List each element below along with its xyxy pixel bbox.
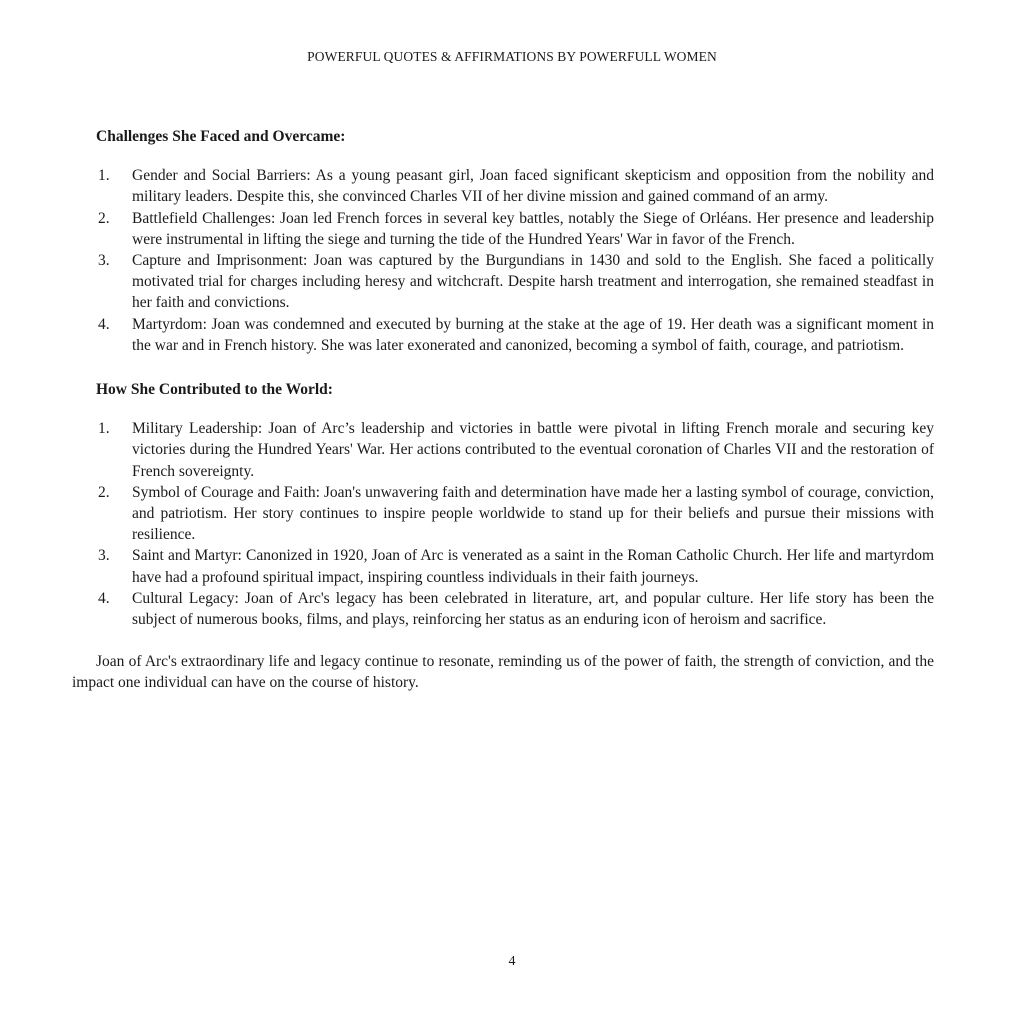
list-item-text: Gender and Social Barriers: As a young peasant girl, Joan faced significant skepticism and opposition from the nobility and military leaders. Despite this, she convinced Charles VII of her divine mission and gained command of an army. bbox=[132, 167, 934, 206]
list-number: 4. bbox=[98, 589, 110, 607]
numbered-list bbox=[72, 165, 934, 356]
section-heading: How She Contributed to the World: bbox=[96, 381, 333, 399]
list-number: 2. bbox=[98, 209, 110, 227]
running-header: POWERFUL QUOTES & AFFIRMATIONS BY POWERFULL WOMEN bbox=[307, 49, 717, 64]
list-item-text: Military Leadership: Joan of Arc’s leadership and victories in battle were pivotal in lifting French morale and securing key victories during the Hundred Years' War. Her actions contributed to the eventual coronation of Charles VII and the restoration of French sovereignty. bbox=[132, 420, 934, 480]
list-item bbox=[72, 418, 934, 482]
list-number: 1. bbox=[98, 420, 110, 438]
list-number: 2. bbox=[98, 483, 110, 501]
list-item bbox=[72, 250, 934, 314]
list-number: 3. bbox=[98, 252, 110, 270]
list-item-text: Capture and Imprisonment: Joan was captured by the Burgundians in 1430 and sold to the English. She faced a politically motivated trial for charges including heresy and witchcraft. Despite harsh treatment and interrogation, she remained steadfast in her faith and convictions. bbox=[132, 252, 934, 312]
list-number: 3. bbox=[98, 547, 110, 565]
list-item bbox=[72, 482, 934, 546]
list-item-text: Cultural Legacy: Joan of Arc's legacy has been celebrated in literature, art, and popular culture. Her life story has been the subject of numerous books, films, and plays, reinforcing her status as an enduring icon of heroism and sacrifice. bbox=[132, 589, 934, 629]
section-challenges bbox=[72, 126, 934, 356]
list-number: 4. bbox=[98, 315, 110, 333]
page-body bbox=[72, 126, 934, 709]
list-item bbox=[72, 208, 934, 250]
list-item-text: Martyrdom: Joan was condemned and executed by burning at the stake at the age of 19. Her death was a significant moment in the war and in French history. She was later exonerated and canonized, becoming a symbol of faith, courage, and patriotism. bbox=[132, 315, 934, 354]
section-heading: Challenges She Faced and Overcame: bbox=[96, 128, 346, 145]
section-contributions bbox=[72, 379, 934, 630]
list-item-text: Saint and Martyr: Canonized in 1920, Joan of Arc is venerated as a saint in the Roman Catholic Church. Her life and martyrdom have had a profound spiritual impact, inspiring countless individuals in their faith journeys. bbox=[132, 547, 934, 586]
list-item bbox=[72, 165, 934, 207]
closing-paragraph: Joan of Arc's extraordinary life and legacy continue to resonate, reminding us of the power of faith, the strength of conviction, and the impact one individual can have on the course of history. bbox=[72, 653, 934, 692]
list-item bbox=[72, 545, 934, 587]
list-item-text: Symbol of Courage and Faith: Joan's unwavering faith and determination have made her a lasting symbol of courage, conviction, and patriotism. Her story continues to inspire people worldwide to stand up for their beliefs and pursue their missions with resilience. bbox=[132, 483, 934, 544]
list-item-text: Battlefield Challenges: Joan led French forces in several key battles, notably the Siege of Orléans. Her presence and leadership were instrumental in lifting the siege and turning the tide of the Hundred Years' War in favor of the French. bbox=[132, 209, 934, 248]
numbered-list bbox=[72, 418, 934, 630]
page-number: 4 bbox=[508, 954, 516, 969]
list-item bbox=[72, 314, 934, 356]
list-item bbox=[72, 588, 934, 630]
list-number: 1. bbox=[98, 167, 110, 185]
